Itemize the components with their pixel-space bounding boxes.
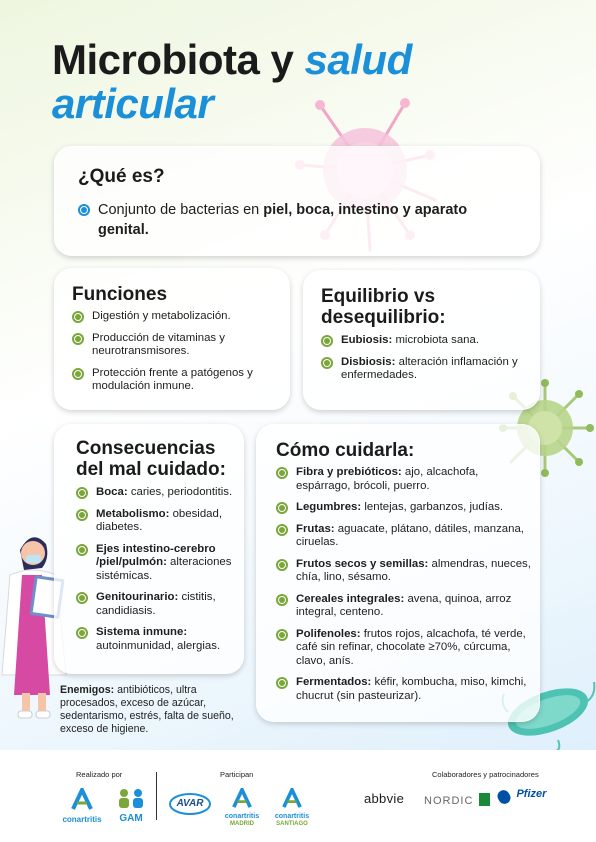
enemigos-text: Enemigos: antibióticos, ultra procesados, exceso de azúcar, sedentarismo, estrés, falta de sueño, exceso de higiene. xyxy=(60,684,234,735)
conartritis-a-icon xyxy=(70,788,94,810)
blue-bullet-icon xyxy=(78,204,90,216)
equilibrio-list xyxy=(321,326,533,383)
conartritis-a-icon xyxy=(231,788,253,808)
funciones-list xyxy=(72,302,282,394)
consecuencias-list xyxy=(76,478,238,653)
gam-logo: GAM xyxy=(114,788,148,824)
list-item: Protección frente a patógenos y modulación inmune. xyxy=(72,367,282,394)
funciones-card xyxy=(54,268,290,410)
conartritis-a-icon xyxy=(281,788,303,808)
green-bullet-icon xyxy=(76,544,88,556)
title-line1-accent: salud xyxy=(304,36,412,83)
green-bullet-icon xyxy=(276,677,288,689)
list-item: Boca: caries, periodontitis. xyxy=(76,486,238,500)
list-item: Disbiosis: alteración inflamación y enfermedades. xyxy=(321,356,533,383)
que-es-text: Conjunto de bacterias en xyxy=(98,202,260,218)
que-es-item xyxy=(78,200,518,240)
consecuencias-heading: Consecuencias del mal cuidado: xyxy=(76,438,226,480)
list-item: Fermentados: kéfir, kombucha, miso, kimchi, chucrut (sin pasteurizar). xyxy=(276,676,532,703)
green-bullet-icon xyxy=(276,594,288,606)
list-item: Genitourinario: cistitis, candidiasis. xyxy=(76,591,238,618)
list-item: Polifenoles: frutos rojos, alcachofa, té verde, café sin refinar, chocolate ≥70%, cúrcuma, clavo, anís. xyxy=(276,628,532,669)
green-bullet-icon xyxy=(276,629,288,641)
green-bullet-icon xyxy=(76,592,88,604)
gam-people-icon xyxy=(116,788,146,808)
conartritis-logo: conartritis xyxy=(60,788,104,824)
nordic-green-square-icon xyxy=(479,793,490,806)
green-bullet-icon xyxy=(72,333,84,345)
abbvie-logo: abbvie xyxy=(364,791,405,806)
green-bullet-icon xyxy=(72,311,84,323)
cuidarla-card xyxy=(256,424,540,722)
list-item: Cereales integrales: avena, quinoa, arroz integral, centeno. xyxy=(276,593,532,620)
que-es-bold: piel, boca, intestino y aparato genital. xyxy=(98,202,468,238)
equilibrio-heading: Equilibrio vs desequilibrio: xyxy=(321,286,446,328)
cuidarla-heading: Cómo cuidarla: xyxy=(276,440,415,461)
list-item: Metabolismo: obesidad, diabetes. xyxy=(76,508,238,535)
list-item: Digestión y metabolización. xyxy=(72,310,282,324)
list-item: Fibra y prebióticos: ajo, alcachofa, espárrago, brócoli, puerro. xyxy=(276,466,532,493)
list-item: Frutos secos y semillas: almendras, nueces, chía, lino, sésamo. xyxy=(276,558,532,585)
footer-divider xyxy=(156,772,157,820)
pfizer-logo: Pfizer xyxy=(496,788,546,811)
list-item: Legumbres: lentejas, garbanzos, judías. xyxy=(276,501,532,515)
green-bullet-icon xyxy=(321,357,333,369)
colaboradores-label: Colaboradores y patrocinadores xyxy=(432,770,539,779)
green-bullet-icon xyxy=(72,368,84,380)
green-bullet-icon xyxy=(321,335,333,347)
list-item: Ejes intestino-cerebro /piel/pulmón: alteraciones sistémicas. xyxy=(76,543,238,584)
avar-logo: AVAR xyxy=(168,792,212,816)
equilibrio-card xyxy=(303,270,540,410)
list-item: Producción de vitaminas y neurotransmisores. xyxy=(72,332,282,359)
conartritis-santiago-logo: conartritis SANTIAGO xyxy=(270,788,314,828)
conartritis-madrid-logo: conartritis MADRID xyxy=(220,788,264,828)
title-line1-dark: Microbiota y xyxy=(52,36,294,83)
green-bullet-icon xyxy=(76,509,88,521)
list-item: Sistema inmune: autoinmunidad, alergias. xyxy=(76,626,238,653)
cuidarla-list xyxy=(276,458,532,703)
list-item: Frutas: aguacate, plátano, dátiles, manzana, ciruelas. xyxy=(276,523,532,550)
pfizer-pill-icon xyxy=(496,788,512,806)
page-title xyxy=(52,38,542,126)
funciones-heading: Funciones xyxy=(72,284,168,305)
list-item: Eubiosis: microbiota sana. xyxy=(321,334,533,348)
participan-label: Participan xyxy=(220,770,254,779)
green-bullet-icon xyxy=(76,627,88,639)
green-bullet-icon xyxy=(276,467,288,479)
title-line2-accent: articular xyxy=(52,80,214,127)
green-bullet-icon xyxy=(276,559,288,571)
que-es-card xyxy=(54,146,540,256)
nordic-logo: NORDIC xyxy=(424,791,490,809)
que-es-heading: ¿Qué es? xyxy=(78,166,165,187)
realizado-label: Realizado por xyxy=(76,770,123,779)
consecuencias-card xyxy=(54,424,244,674)
green-bullet-icon xyxy=(76,487,88,499)
green-bullet-icon xyxy=(276,524,288,536)
green-bullet-icon xyxy=(276,502,288,514)
